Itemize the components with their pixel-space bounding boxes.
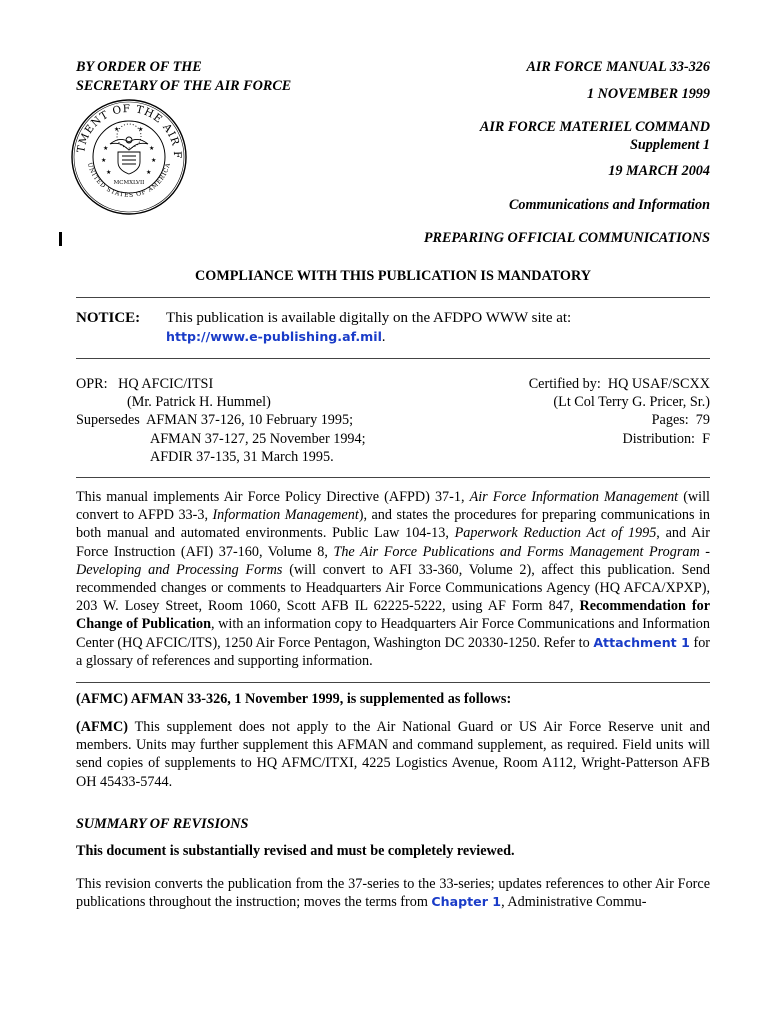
afmc-heading: (AFMC) AFMAN 33-326, 1 November 1999, is supplemented as follows: xyxy=(76,691,512,707)
summary-heading: SUMMARY OF REVISIONS xyxy=(76,816,249,832)
svg-text:★: ★ xyxy=(101,157,107,164)
notice-label: NOTICE: xyxy=(76,310,141,326)
change-bar xyxy=(59,232,62,246)
svg-text:★: ★ xyxy=(114,126,120,133)
supplement-date: 19 MARCH 2004 xyxy=(608,163,710,179)
notice-link-line: http://www.e-publishing.af.mil. xyxy=(166,329,386,345)
divider xyxy=(76,358,710,359)
svg-text:DEPARTMENT OF THE AIR FORCE: TMENT OF THE AIR F xyxy=(75,102,184,160)
certified-by: Certified by: HQ USAF/SCXX xyxy=(528,376,710,392)
distribution: Distribution: F xyxy=(622,430,710,447)
intro-paragraph: This manual implements Air Force Policy Directive (AFPD) 37-1, Air Force Information Management (will convert to AFPD 33-3, Information Management), and states the procedures for preparing communications in both manual and automated environments. Public Law 104-13, Paperwork Reduction Act of 1995, and Air Force Instruction (AFI) 37-160, Volume 8, The Air Force Publications and Forms Management Program - Developing and Processing Forms (will convert to AFI 33-360, Volume 2), affect this publication. Send recommended changes or comments to Headquarters Air Force Communications Agency (HQ AFCA/XPXP), 203 W. Losey Street, Room 1060, Scott AFB IL 62225-5222, using AF Form 847, Recommendation for Change of Publication, with an information copy to Headquarters Air Force Communications and Information Center (HQ AFCIC/ITS), 1250 Air Force Pentagon, Washington DC 20330-1250. Refer to Attachment 1 for a glossary of references and supporting information. xyxy=(76,489,711,669)
svg-text:UNITED STATES OF AMERICA: UNITED STATES OF AMERICA xyxy=(85,161,173,199)
svg-text:★: ★ xyxy=(146,169,152,176)
manual-date: 1 NOVEMBER 1999 xyxy=(587,86,710,102)
svg-text:★: ★ xyxy=(106,169,112,176)
svg-text:★: ★ xyxy=(151,157,157,164)
issuer-line-2: SECRETARY OF THE AIR FORCE xyxy=(76,78,292,94)
e-publishing-link[interactable]: http://www.e-publishing.af.mil xyxy=(166,329,382,344)
air-force-seal xyxy=(70,98,188,216)
certification-block xyxy=(529,375,710,448)
document-title: PREPARING OFFICIAL COMMUNICATIONS xyxy=(423,230,710,246)
page-count: Pages: 79 xyxy=(651,412,710,429)
svg-text:★: ★ xyxy=(149,145,155,152)
seal-roman-numeral xyxy=(114,180,145,186)
divider xyxy=(76,297,710,298)
opr-line: OPR: HQ AFCIC/ITSI xyxy=(76,376,214,392)
manual-number: AIR FORCE MANUAL 33-326 xyxy=(526,59,710,75)
supersedes-line-2: AFMAN 37-127, 25 November 1994; xyxy=(150,430,366,447)
divider xyxy=(76,682,710,683)
revision-notice: This document is substantially revised and must be completely reviewed. xyxy=(76,843,515,859)
supersedes-line: Supersedes AFMAN 37-126, 10 February 1995; xyxy=(76,412,354,429)
svg-text:★: ★ xyxy=(138,126,144,133)
divider xyxy=(76,477,710,478)
afmc-paragraph: (AFMC) This supplement does not apply to the Air National Guard or US Air Force Reserve unit and members. Units may further supplement this AFMAN and command supplement, as required. Field units will send copies of supplements to HQ AFMC/ITXI, 4225 Logistics Avenue, Room A112, Wright-Patterson AFB OH 45433-5744. xyxy=(76,719,710,790)
certifier-name: (Lt Col Terry G. Pricer, Sr.) xyxy=(553,394,710,411)
compliance-statement: COMPLIANCE WITH THIS PUBLICATION IS MANDATORY xyxy=(195,268,591,284)
command-name: AIR FORCE MATERIEL COMMAND xyxy=(479,119,710,135)
svg-text:★: ★ xyxy=(103,145,109,152)
opr-block xyxy=(76,375,366,466)
chapter-1-link[interactable]: Chapter 1 xyxy=(431,894,502,910)
attachment-1-link[interactable]: Attachment 1 xyxy=(593,634,690,650)
supersedes-line-3: AFDIR 37-135, 31 March 1995. xyxy=(150,448,334,465)
notice-text: This publication is available digitally on the AFDPO WWW site at: xyxy=(166,310,572,326)
revision-paragraph: This revision converts the publication from the 37-series to the 33-series; updates references to other Air Force publications throughout the instruction; moves the terms from Chapter 1, Administrative Commu- xyxy=(76,876,710,911)
issuer-block xyxy=(76,58,291,96)
issuer-line-1: BY ORDER OF THE xyxy=(76,59,202,75)
supplement-label: Supplement 1 xyxy=(629,137,710,153)
category: Communications and Information xyxy=(508,197,710,213)
svg-text:MCMXLVII: MCMXLVII xyxy=(113,180,145,186)
opr-contact: (Mr. Patrick H. Hummel) xyxy=(127,394,271,411)
